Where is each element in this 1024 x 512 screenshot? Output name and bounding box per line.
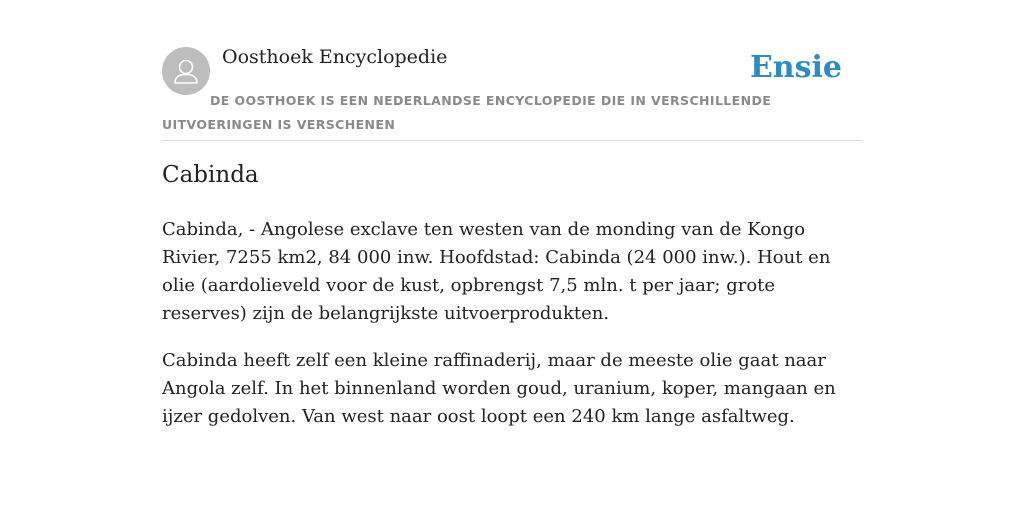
tagline: DE OOSTHOEK IS EEN NEDERLANDSE ENCYCLOPEDIE DIE IN VERSCHILLENDE UITVOERINGEN IS VERSCHENEN [162,93,772,132]
article-paragraph: Cabinda heeft zelf een kleine raffinaderij, maar de meeste olie gaat naar Angola zelf. In het binnenland worden goud, uranium, koper, mangaan en ijzer gedolven. Van west naar oost loopt een 240 km lange asfaltweg. [162,350,836,427]
site-title[interactable]: Oosthoek Encyclopedie [222,46,448,68]
page [162,0,862,512]
article-title: Cabinda [162,162,259,188]
user-icon [162,47,210,95]
article-paragraph: Cabinda, - Angolese exclave ten westen van de monding van de Kongo Rivier, 7255 km2, 84 000 inw. Hoofdstad: Cabinda (24 000 inw.). Hout en olie (aardolieveld voor de kust, opbrengst 7,5 mln. t per jaar; grote reserves) zijn de belangrijkste uitvoerprodukten. [162,219,831,324]
brand-logo[interactable]: Ensie [749,50,842,85]
header [162,0,862,141]
avatar[interactable] [162,47,210,95]
